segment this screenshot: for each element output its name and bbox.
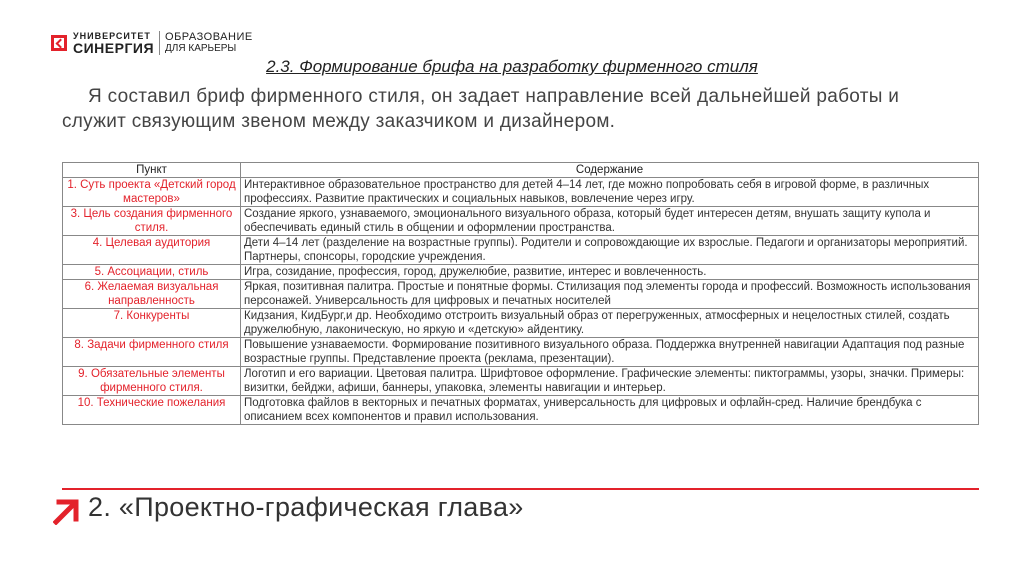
- logo-tagline: [165, 32, 253, 54]
- table-row: [63, 178, 979, 207]
- table-row: [63, 367, 979, 396]
- logo-tagline-line2: ДЛЯ КАРЬЕРЫ: [165, 42, 237, 54]
- chapter-heading: 2. «Проектно-графическая глава»: [88, 492, 524, 522]
- arrow-up-right-icon: [53, 498, 80, 525]
- logo-separator: [159, 31, 160, 55]
- row-content: Подготовка файлов в векторных и печатных форматах, универсальность для цифровых и офлайн-сред. Наличие брендбука с описанием всех компонентов и правил использования.: [241, 396, 979, 425]
- row-content: Игра, созидание, профессия, город, дружелюбие, развитие, интерес и вовлеченность.: [241, 265, 979, 280]
- row-item: 7. Конкуренты: [63, 309, 241, 338]
- row-content: Интерактивное образовательное пространство для детей 4–14 лет, где можно попробовать себя в игровой форме, в различных профессиях. Развитие практических и социальных навыков, вовлечение через игру.: [241, 178, 979, 207]
- logo-tagline-line1: ОБРАЗОВАНИЕ: [165, 30, 253, 43]
- row-item: 9. Обязательные элементы фирменного стиля.: [63, 367, 241, 396]
- row-item: 3. Цель создания фирменного стиля.: [63, 207, 241, 236]
- row-item: 8. Задачи фирменного стиля: [63, 338, 241, 367]
- row-content: Яркая, позитивная палитра. Простые и понятные формы. Стилизация под элементы города и профессий. Возможность использования персонажей. Универсальность для цифровых и печатных носителей: [241, 280, 979, 309]
- intro-text: Я составил бриф фирменного стиля, он задает направление всей дальнейшей работы и служит связующим звеном между заказчиком и дизайнером.: [62, 86, 900, 132]
- logo-wordmark: [73, 32, 154, 55]
- university-logo: [51, 29, 253, 57]
- table-row: [63, 338, 979, 367]
- row-item: 10. Технические пожелания: [63, 396, 241, 425]
- header-content: Содержание: [241, 163, 979, 178]
- row-content: Создание яркого, узнаваемого, эмоционального визуального образа, который будет интересен детям, внушать защиту купола и обеспечивать единый стиль в общении и оформлении пространства.: [241, 207, 979, 236]
- brief-table-container: [62, 162, 979, 425]
- header-item: Пункт: [63, 163, 241, 178]
- row-item: 1. Суть проекта «Детский город мастеров»: [63, 178, 241, 207]
- table-row: [63, 207, 979, 236]
- logo-mark-icon: [51, 35, 67, 51]
- table-row: [63, 396, 979, 425]
- row-content: Логотип и его вариации. Цветовая палитра. Шрифтовое оформление. Графические элементы: пиктограммы, узоры, значки. Примеры: визитки, бейджи, афиши, баннеры, упаковка, элементы навигации и интерьер.: [241, 367, 979, 396]
- row-item: 6. Желаемая визуальная направленность: [63, 280, 241, 309]
- table-row: [63, 309, 979, 338]
- slide-title: 2.3. Формирование брифа на разработку фирменного стиля: [266, 57, 758, 76]
- row-item: 4. Целевая аудитория: [63, 236, 241, 265]
- logo-line-university: УНИВЕРСИТЕТ: [73, 30, 151, 41]
- table-row: [63, 265, 979, 280]
- intro-paragraph: [62, 84, 962, 134]
- table-row: [63, 280, 979, 309]
- logo-line-synergy: СИНЕРГИЯ: [73, 39, 155, 56]
- table-header-row: [63, 163, 979, 178]
- row-content: Дети 4–14 лет (разделение на возрастные группы). Родители и сопровождающие их взрослые. Педагоги и организаторы мероприятий. Партнеры, спонсоры, городские учреждения.: [241, 236, 979, 265]
- brief-table: [62, 162, 979, 425]
- row-content: Кидзания, КидБург,и др. Необходимо отстроить визуальный образ от перегруженных, атмосферных и нецелостных стилей, создать дружелюбную, лаконическую, но яркую и «детскую» айдентику.: [241, 309, 979, 338]
- red-divider: [62, 488, 979, 490]
- row-item: 5. Ассоциации, стиль: [63, 265, 241, 280]
- table-row: [63, 236, 979, 265]
- row-content: Повышение узнаваемости. Формирование позитивного визуального образа. Поддержка внутренней навигации Адаптация под разные возрастные группы. Представление проекта (реклама, презентации).: [241, 338, 979, 367]
